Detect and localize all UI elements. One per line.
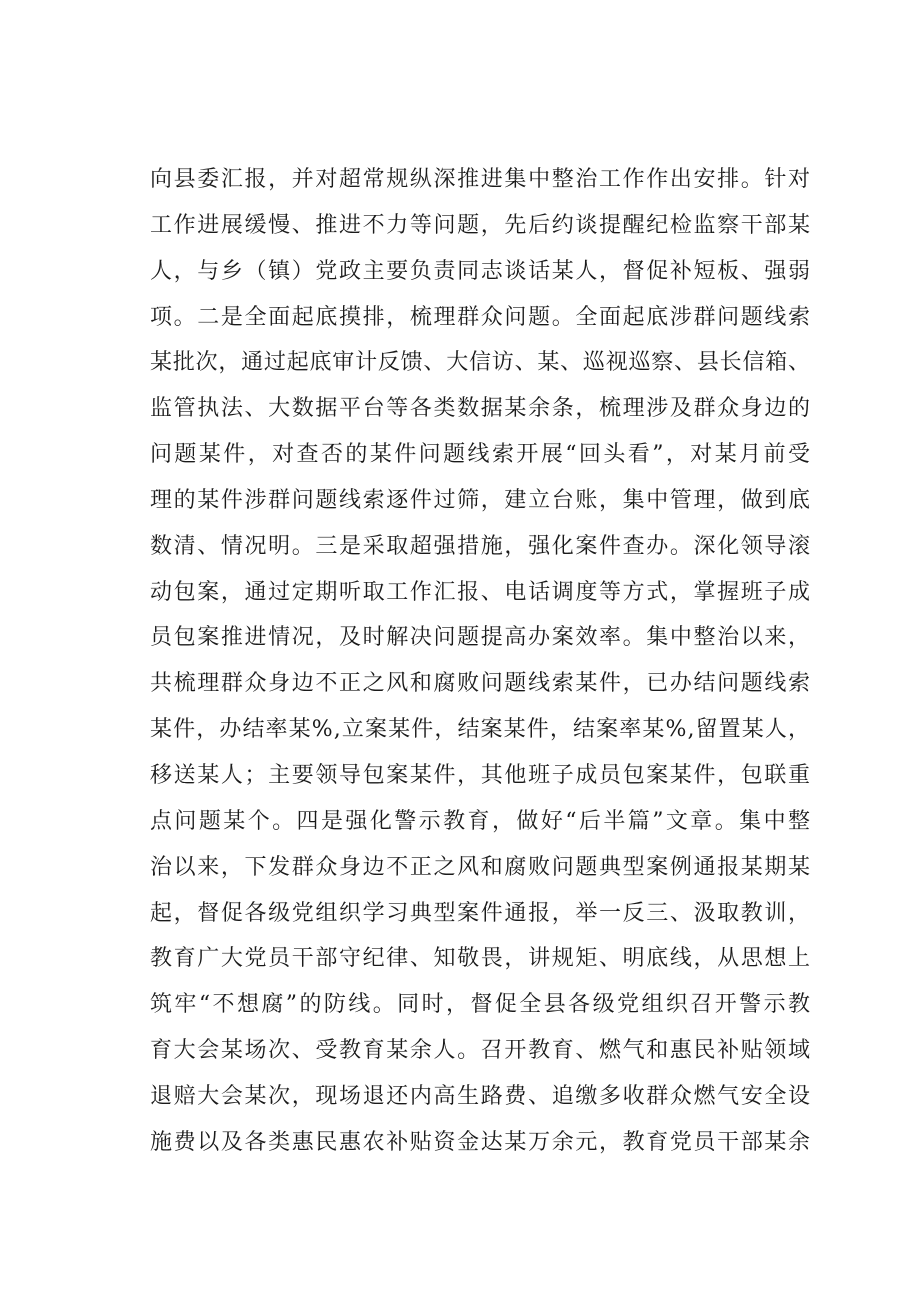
text-line: 起，督促各级党组织学习典型案件通报，举一反三、汲取教训， <box>150 900 812 926</box>
text-line: 某件，办结率某%,立案某件，结案某件，结案率某%,留置某人， <box>150 717 812 743</box>
text-line: 项。二是全面起底摸排，梳理群众问题。全面起底涉群问题线索 <box>150 304 812 330</box>
text-line: 共梳理群众身边不正之风和腐败问题线索某件，已办结问题线索 <box>150 671 812 697</box>
text-line: 向县委汇报，并对超常规纵深推进集中整治工作作出安排。针对 <box>150 167 812 192</box>
text-line: 筑牢“不想腐”的防线。同时，督促全县各级党组织召开警示教 <box>150 992 813 1018</box>
text-line: 人，与乡（镇）党政主要负责同志谈话某人，督促补短板、强弱 <box>150 258 812 284</box>
text-line: 退赔大会某次，现场退还内高生路费、追缴多收群众燃气安全设 <box>150 1083 812 1109</box>
text-line: 育大会某场次、受教育某余人。召开教育、燃气和惠民补贴领域 <box>150 1038 812 1064</box>
text-line: 某批次，通过起底审计反馈、大信访、某、巡视巡察、县长信箱、 <box>150 350 811 376</box>
text-line: 动包案，通过定期听取工作汇报、电话调度等方式，掌握班子成 <box>150 579 812 605</box>
body-text <box>150 157 813 1166</box>
text-line: 点问题某个。四是强化警示教育，做好“后半篇”文章。集中整 <box>150 808 813 834</box>
text-line: 监管执法、大数据平台等各类数据某余条，梳理涉及群众身边的 <box>150 396 812 422</box>
text-line: 理的某件涉群问题线索逐件过筛，建立台账，集中管理，做到底 <box>150 487 812 513</box>
text-line: 问题某件，对查否的某件问题线索开展“回头看”，对某月前受 <box>150 442 813 468</box>
text-line: 教育广大党员干部守纪律、知敬畏，讲规矩、明底线，从思想上 <box>150 946 812 972</box>
text-line: 数清、情况明。三是采取超强措施，强化案件查办。深化领导滚 <box>150 533 812 559</box>
text-line: 移送某人；主要领导包案某件，其他班子成员包案某件，包联重 <box>150 762 812 788</box>
text-line: 员包案推进情况，及时解决问题提高办案效率。集中整治以来， <box>150 625 812 651</box>
text-line: 治以来，下发群众身边不正之风和腐败问题典型案例通报某期某 <box>150 854 812 880</box>
text-line: 施费以及各类惠民惠农补贴资金达某万余元，教育党员干部某余 <box>150 1129 812 1155</box>
text-line: 工作进展缓慢、推进不力等问题，先后约谈提醒纪检监察干部某 <box>150 212 812 238</box>
